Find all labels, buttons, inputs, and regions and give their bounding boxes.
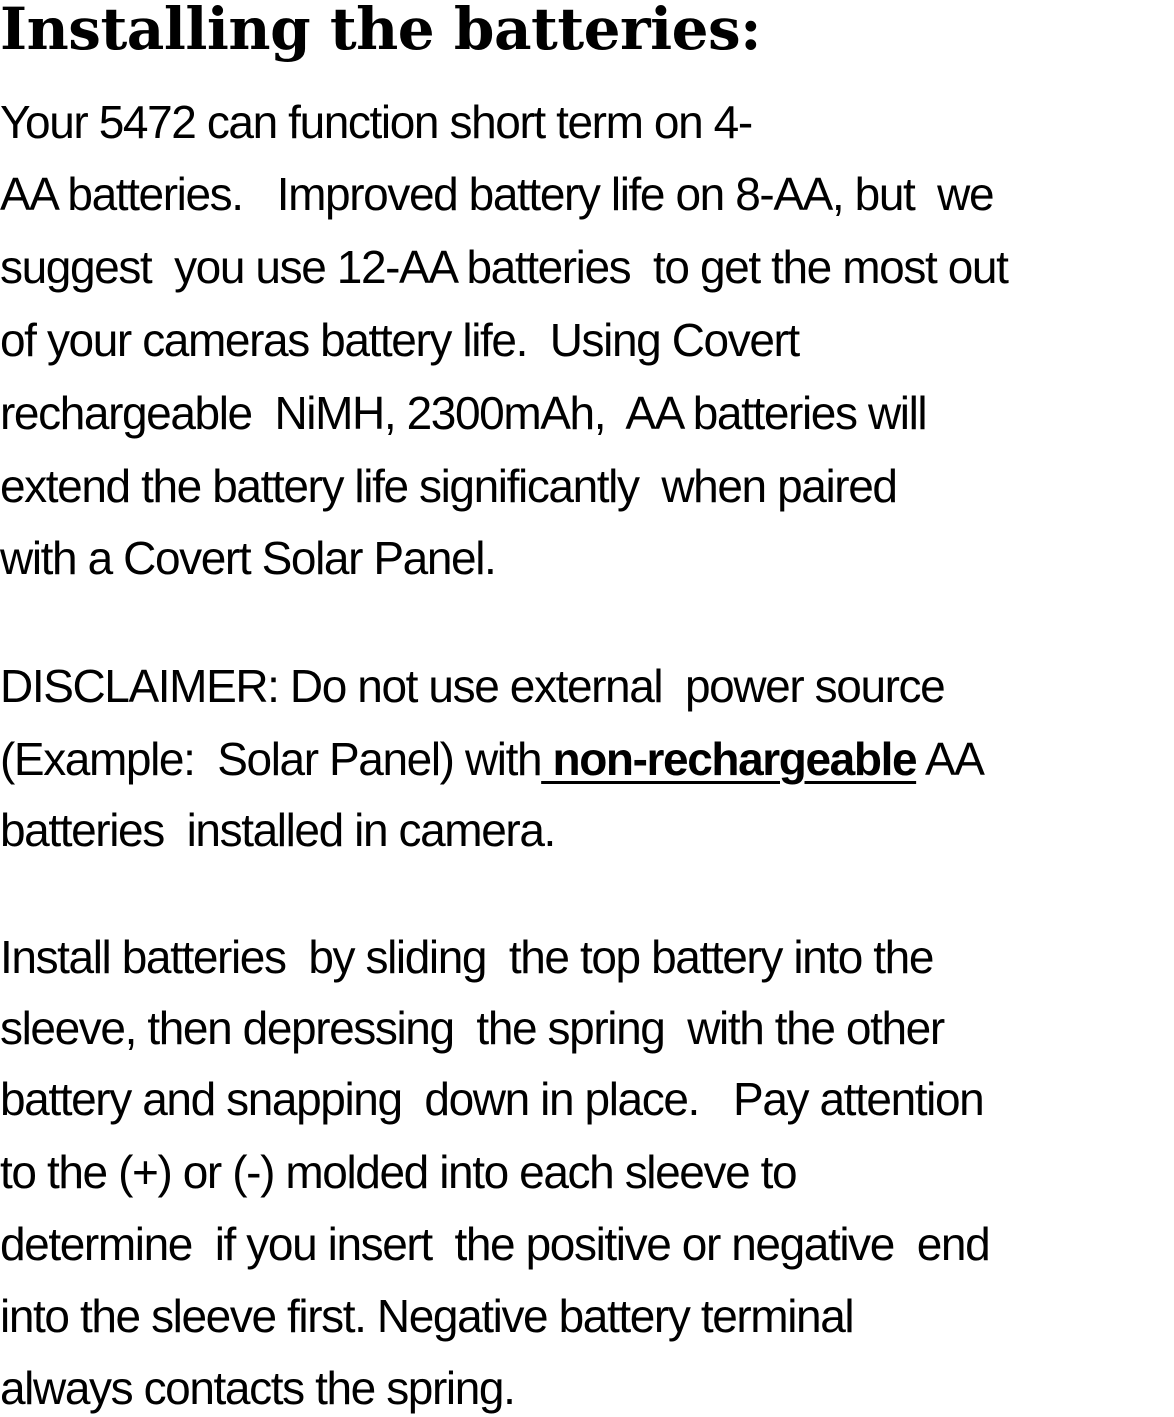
instruction-line: to the (+) or (-) molded into each sleeve to — [0, 1146, 797, 1198]
paragraph-line: Your 5472 can function short term on 4- — [0, 96, 752, 148]
paragraph-line: with a Covert Solar Panel. — [0, 532, 496, 584]
paragraph-line: extend the battery life significantly when paired — [0, 460, 897, 512]
instruction-line: into the sleeve first. Negative battery terminal — [0, 1290, 854, 1342]
disclaimer-text: AA — [916, 733, 984, 785]
instruction-line: determine if you insert the positive or negative end — [0, 1218, 990, 1270]
paragraph-line: AA batteries. Improved battery life on 8-AA, but we — [0, 168, 994, 220]
instruction-line: sleeve, then depressing the spring with the other — [0, 1002, 944, 1054]
disclaimer-line: batteries installed in camera. — [0, 804, 555, 856]
paragraph-line: rechargeable NiMH, 2300mAh, AA batteries will — [0, 387, 927, 439]
instruction-line: always contacts the spring. — [0, 1362, 515, 1414]
disclaimer-line: DISCLAIMER: Do not use external power source — [0, 660, 945, 712]
paragraph-line: of your cameras battery life. Using Covert — [0, 314, 799, 366]
non-rechargeable-emphasis: non-rechargeable — [541, 733, 917, 785]
instruction-line: Install batteries by sliding the top battery into the — [0, 931, 934, 983]
instruction-line: battery and snapping down in place. Pay attention — [0, 1073, 984, 1125]
paragraph-line: suggest you use 12-AA batteries to get the most out — [0, 241, 1008, 293]
disclaimer-text: (Example: Solar Panel) with — [0, 733, 542, 785]
page-title: Installing the batteries: — [0, 0, 762, 63]
disclaimer-line — [0, 731, 984, 787]
